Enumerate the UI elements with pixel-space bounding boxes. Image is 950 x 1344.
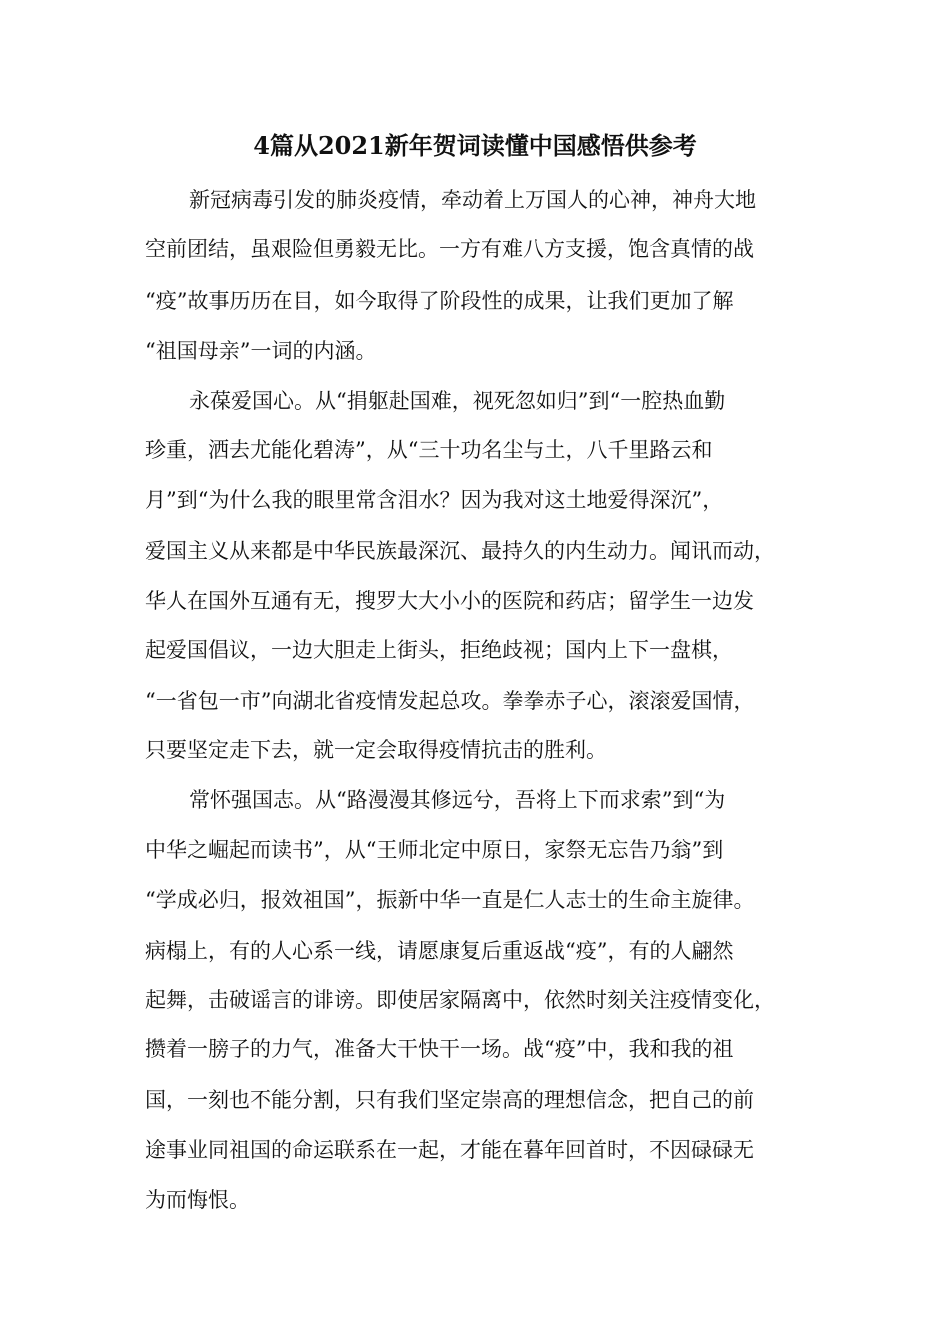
- paragraph-3-line-7: 国，一刻也不能分割，只有我们坚定崇高的理想信念，把自己的前: [145, 1088, 754, 1112]
- paragraph-3-line-3: “学成必归，报效祖国”，振新中华一直是仁人志士的生命主旋律。: [145, 888, 755, 912]
- paragraph-3-line-2: 中华之崛起而读书”，从“王师北定中原日，家祭无忘告乃翁”到: [145, 838, 724, 862]
- paragraph-1-line-2: 空前团结，虽艰险但勇毅无比。一方有难八方支援，饱含真情的战: [145, 237, 754, 261]
- paragraph-3-line-6: 攒着一膀子的力气，准备大干快干一场。战“疫”中，我和我的祖: [145, 1037, 734, 1061]
- paragraph-3-line-5: 起舞，击破谣言的诽谤。即使居家隔离中，依然时刻关注疫情变化，: [145, 988, 775, 1012]
- paragraph-3-line-8: 途事业同祖国的命运联系在一起，才能在暮年回首时，不因碌碌无: [145, 1138, 754, 1162]
- paragraph-2-line-7: “一省包一市”向湖北省疫情发起总攻。拳拳赤子心，滚滚爱国情，: [145, 689, 755, 713]
- paragraph-2-line-6: 起爱国倡议，一边大胆走上街头，拒绝歧视；国内上下一盘棋，: [145, 638, 733, 662]
- paragraph-1-line-4: “祖国母亲”一词的内涵。: [145, 339, 377, 363]
- paragraph-2-line-3: 月”到“为什么我的眼里常含泪水？因为我对这土地爱得深沉”，: [145, 488, 724, 512]
- paragraph-3-line-4: 病榻上，有的人心系一线，请愿康复后重返战“疫”，有的人翩然: [145, 939, 734, 963]
- paragraph-1-line-3: “疫”故事历历在目，如今取得了阶段性的成果，让我们更加了解: [145, 289, 734, 313]
- paragraph-2-line-1: 永葆爱国心。从“捐躯赴国难，视死忽如归”到“一腔热血勤: [189, 389, 726, 413]
- paragraph-2-line-8: 只要坚定走下去，就一定会取得疫情抗击的胜利。: [145, 738, 607, 762]
- paragraph-2-line-5: 华人在国外互通有无，搜罗大大小小的医院和药店；留学生一边发: [145, 589, 754, 613]
- paragraph-1-line-1: 新冠病毒引发的肺炎疫情，牵动着上万国人的心神，神舟大地: [189, 188, 756, 212]
- paragraph-3-line-9: 为而悔恨。: [145, 1188, 250, 1212]
- paragraph-2-line-4: 爱国主义从来都是中华民族最深沉、最持久的内生动力。闻讯而动，: [145, 539, 775, 563]
- document-title: 4篇从2021新年贺词读懂中国感悟供参考: [253, 131, 697, 160]
- paragraph-2-line-2: 珍重，洒去尤能化碧涛”，从“三十功名尘与土，八千里路云和: [145, 438, 713, 462]
- paragraph-3-line-1: 常怀强国志。从“路漫漫其修远兮，吾将上下而求索”到“为: [189, 788, 726, 812]
